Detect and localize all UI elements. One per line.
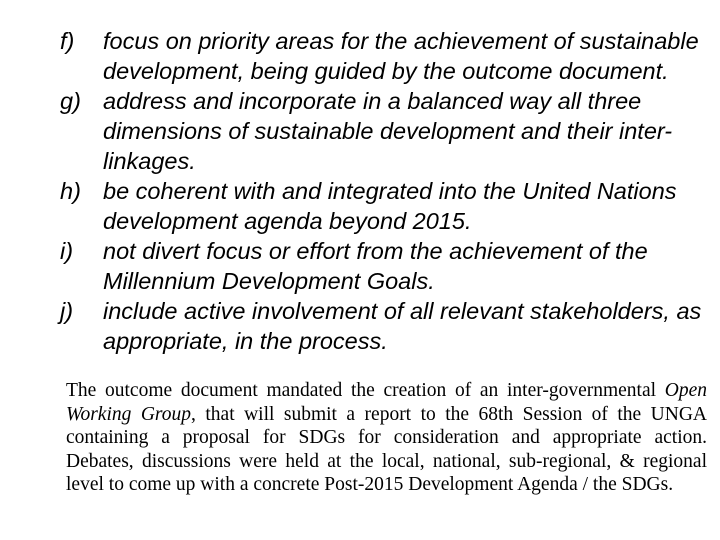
summary-paragraph [66, 379, 707, 497]
list-item-text: include active involvement of all relevant stakeholders, as appropriate, in the process. [103, 298, 702, 354]
list-marker: g) [60, 88, 81, 114]
list-marker: j) [60, 298, 74, 324]
list-marker: i) [60, 238, 74, 264]
paragraph-text-end: , that will submit a report to the 68th Session of the UNGA containing a proposal for SDGs for consideration and appropriate action. Debates, discussions were held at the local, national, sub-regional, & regional level to come up with a concrete Post-2015 Development Agenda / the SDGs. [66, 403, 707, 496]
paragraph-text-start: The outcome document mandated the creation of an inter-governmental [66, 380, 665, 401]
list-marker: f) [60, 28, 75, 54]
list-item [60, 296, 715, 356]
list-item-text: focus on priority areas for the achievement of sustainable development, being guided by the outcome document. [103, 28, 699, 84]
list-item-text: be coherent with and integrated into the United Nations development agenda beyond 2015. [103, 178, 677, 234]
list-item [60, 236, 715, 296]
list-item-text: not divert focus or effort from the achievement of the Millennium Development Goals. [103, 238, 648, 294]
open-working-group-term: Open Working Group [66, 380, 707, 425]
list-item [60, 26, 715, 86]
list-item [60, 86, 715, 176]
criteria-list [60, 26, 715, 356]
list-marker: h) [60, 178, 81, 204]
list-item-text: address and incorporate in a balanced way all three dimensions of sustainable development and their inter-linkages. [103, 88, 673, 174]
list-item [60, 176, 715, 236]
